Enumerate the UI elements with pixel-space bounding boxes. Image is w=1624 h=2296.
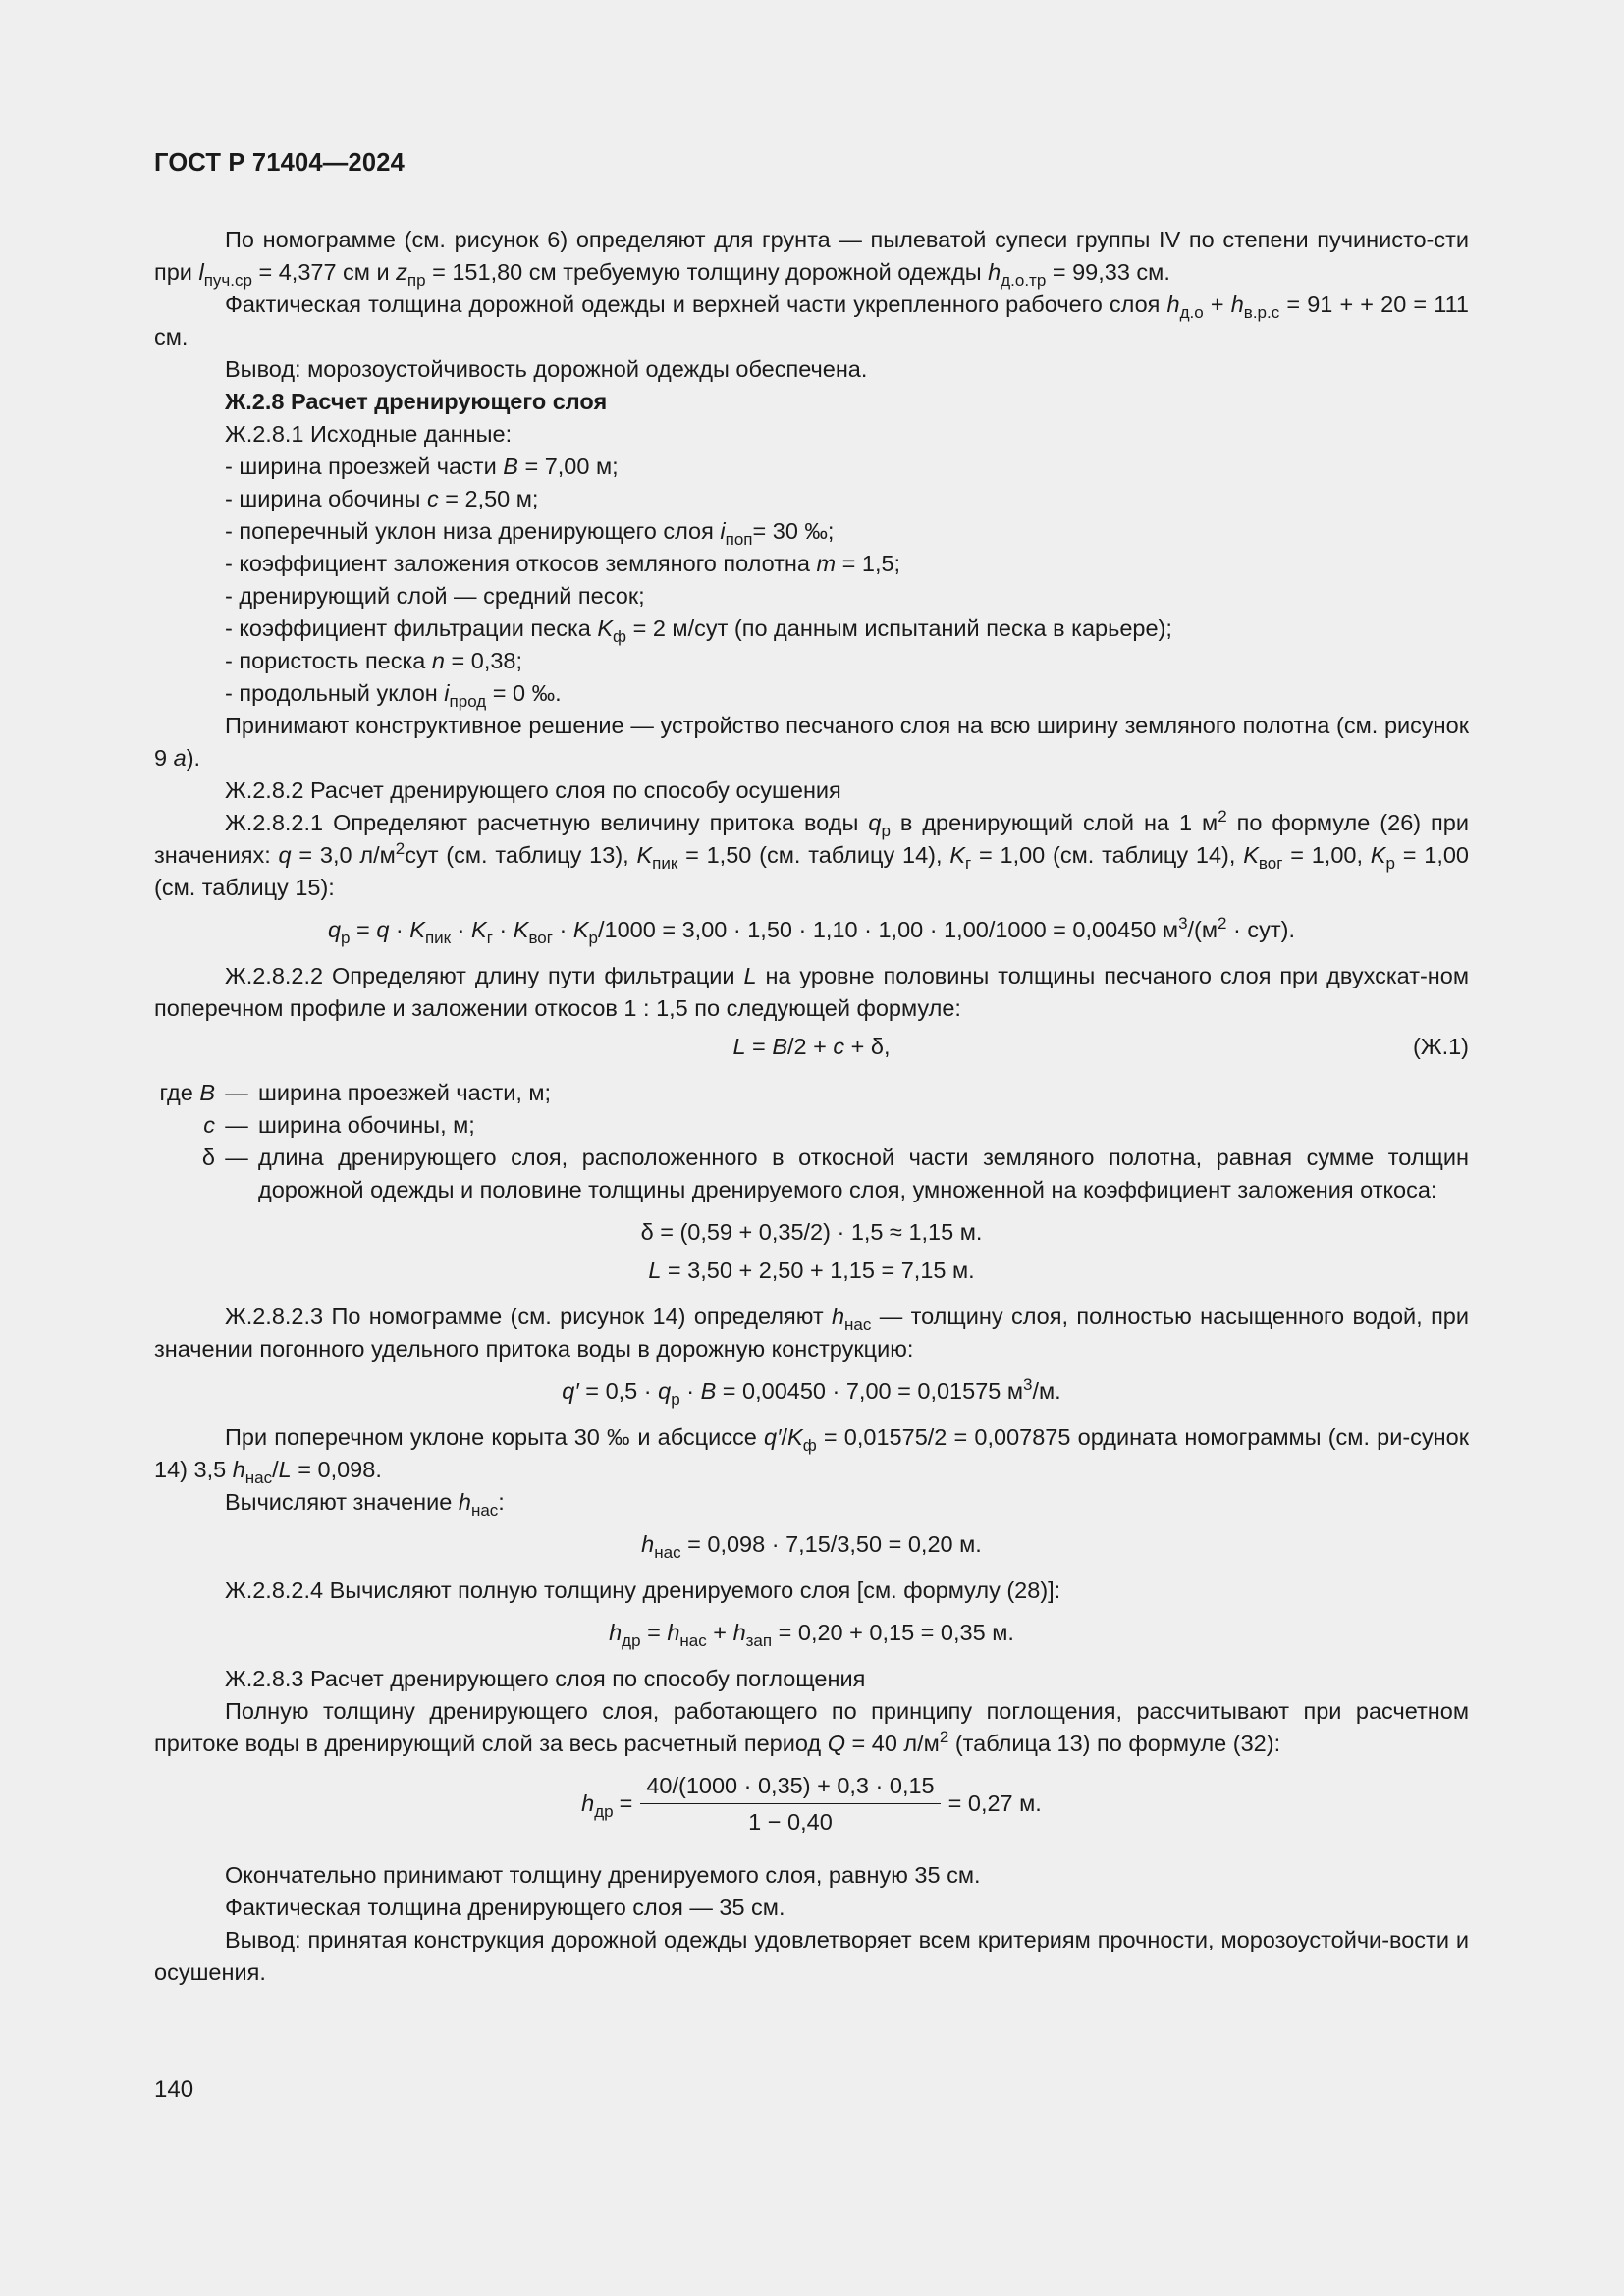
fraction (640, 1770, 940, 1838)
paragraph-final-thickness: Окончательно принимают толщину дренируемого слоя, равную 35 см. (225, 1862, 981, 1888)
list-item-shoulder-width: - ширина обочины c = 2,50 м; (225, 486, 539, 511)
paragraph-inflow-calculation: Ж.2.8.2.1 Определяют расчетную величину притока воды $q_р$ в дренирующий слой на 1 $м^2$ по формуле (26) при значениях: q = 3,0 $л/м^2сут$ (см. таблицу 13), $K_{пик} = 1,50$ (см. таблицу 14), $K_г = 1,00$ (см. таблицу 14), $K_{вог} = 1,00$, $K_р = 1,00$ (см. таблицу 15): (154, 807, 1469, 900)
list-item-drainage-layer: - дренирующий слой — средний песок; (225, 583, 645, 609)
list-item-slope-coefficient: - коэффициент заложения откосов земляного полотна m = 1,5; (225, 551, 901, 576)
subsection-heading-zh-2-8-1: Ж.2.8.1 Исходные данные: (225, 421, 513, 447)
formula-delta: δ = (0,59 + 0,35/2) · 1,5 ≈ 1,15 м. (640, 1219, 983, 1245)
fraction-numerator: 40/(1000 · 0,35) + 0,3 · 0,15 (640, 1770, 940, 1804)
paragraph-final-conclusion: Вывод: принятая конструкция дорожной одежды удовлетворяет всем критериям прочности, морозоустойчи-вости и осушения. (154, 1927, 1469, 1985)
where-legend (152, 1077, 1469, 1206)
paragraph-compute-hnas: Вычисляют значение $h_{нас}$: (225, 1489, 505, 1520)
list-item-transverse-slope: - поперечный уклон низа дренирующего слоя $i_{поп}= 30$ ‰; (225, 518, 835, 549)
list-item-roadway-width: - ширина проезжей части B = 7,00 м; (225, 454, 619, 479)
formula-length: L = 3,50 + 2,50 + 1,15 = 7,15 м. (648, 1257, 975, 1283)
paragraph-absorption-method: Полную толщину дренирующего слоя, работающего по принципу поглощения, рассчитывают при расчетном притоке воды в дренирующий слой за весь расчетный период Q = 40 $л/м^2$ (таблица 13) по формуле (32): (154, 1698, 1469, 1756)
list-item-longitudinal-slope: - продольный уклон $i_{прод} = 0$ ‰. (225, 680, 562, 711)
formula-absorption: $h_{др}$ = $\frac{40/(1000 \cdot 0,35) + 0,3 \cdot 0,15}{1 - 0,40}$ = 0,27 м. (154, 1770, 1469, 1838)
paragraph-design-decision: Принимают конструктивное решение — устройство песчаного слоя на всю ширину земляного полотна (см. рисунок 9 а). (154, 713, 1469, 771)
paragraph-nomogram-result: По номограмме (см. рисунок 6) определяют для грунта — пылеватой супеси группы IV по степени пучинисто-сти при $l_{пуч.ср} = 4,377$ см и $z_{пр} = 151,80$ см требуемую толщину дорожной одежды $h_{д.о.тр} = 99,33$ см. (154, 227, 1469, 290)
paragraph-saturated-thickness: Ж.2.8.2.3 По номограмме (см. рисунок 14) определяют $h_{нас}$ — толщину слоя, полностью насыщенного водой, при значении погонного удельного притока воды в дорожную конструкцию: (154, 1304, 1469, 1362)
formula-hnas: $h_{нас} = 0,098 \cdot 7,15/3,50 = 0,20$ м. (641, 1531, 982, 1562)
legend-row: где B — ширина проезжей части, м; (159, 1080, 552, 1105)
subsection-heading-zh-2-8-2: Ж.2.8.2 Расчет дренирующего слоя по способу осушения (225, 777, 841, 803)
formula-zh-1-row (154, 1031, 1469, 1063)
paragraph-frost-conclusion: Вывод: морозоустойчивость дорожной одежды обеспечена. (225, 356, 868, 382)
section-heading-zh-2-8: Ж.2.8 Расчет дренирующего слоя (225, 389, 608, 414)
paragraph-full-thickness: Ж.2.8.2.4 Вычисляют полную толщину дренируемого слоя [см. формулу (28)]: (225, 1577, 1061, 1603)
formula-inflow: $q_р = q \cdot K_{пик} \cdot K_г \cdot K_{вог} \cdot K_р/1000 = 3,00 \cdot 1,50 \cdot 1,10 \cdot 1,00 \cdot 1,00/1000 = 0,00450$ $м^3/(м^2 \cdot сут)$. (327, 914, 1296, 947)
paragraph-nomogram-ordinate: При поперечном уклоне корыта 30 ‰ и абсциссе $q'/K_ф = 0,01575/2 = 0,007875$ ордината номограммы (см. ри-сунок 14) 3,5 $h_{нас}/L = 0,098$. (154, 1424, 1469, 1487)
document-body (154, 224, 1469, 1989)
paragraph-actual-drain-thickness: Фактическая толщина дренирующего слоя — 35 см. (225, 1895, 785, 1920)
paragraph-filtration-path: Ж.2.8.2.2 Определяют длину пути фильтрации L на уровне половины толщины песчаного слоя при двухскат-ном поперечном профиле и заложении откосов 1 : 1,5 по следующей формуле: (154, 963, 1469, 1021)
paragraph-actual-thickness: Фактическая толщина дорожной одежды и верхней части укрепленного рабочего слоя $h_{д.о} + h_{в.р.с} = 91$ + + 20 = 111 см. (154, 292, 1469, 349)
fraction-denominator: 1 − 0,40 (748, 1809, 833, 1835)
list-item-porosity: - пористость песка n = 0,38; (225, 648, 523, 673)
list-item-filtration-coefficient: - коэффициент фильтрации песка $K_ф = 2$ м/сут (по данным испытаний песка в карьере); (225, 615, 1172, 646)
formula-hdr: $h_{др} = h_{нас} + h_{зап} = 0,20 + 0,15 = 0,35$ м. (609, 1620, 1014, 1650)
formula-specific-inflow: $q' = 0,5 \cdot q_р \cdot B = 0,00450 \cdot 7,00 = 0,01575$ $м^3/м$. (562, 1375, 1061, 1409)
page-number: 140 (154, 2076, 194, 2103)
document-header: ГОСТ Р 71404—2024 (154, 149, 406, 177)
formula-number: (Ж.1) (1413, 1034, 1469, 1059)
legend-row: c — ширина обочины, м; (203, 1112, 475, 1138)
legend-row: δ — длина дренирующего слоя, расположенного в откосной части земляного полотна, равная сумме толщин дорожной одежды и половине толщины дренируемого слоя, умноженной на коэффициент заложения откоса: (201, 1145, 1469, 1202)
formula-zh-1: L = B/2 + c + δ, (732, 1034, 891, 1059)
subsection-heading-zh-2-8-3: Ж.2.8.3 Расчет дренирующего слоя по способу поглощения (225, 1666, 866, 1691)
